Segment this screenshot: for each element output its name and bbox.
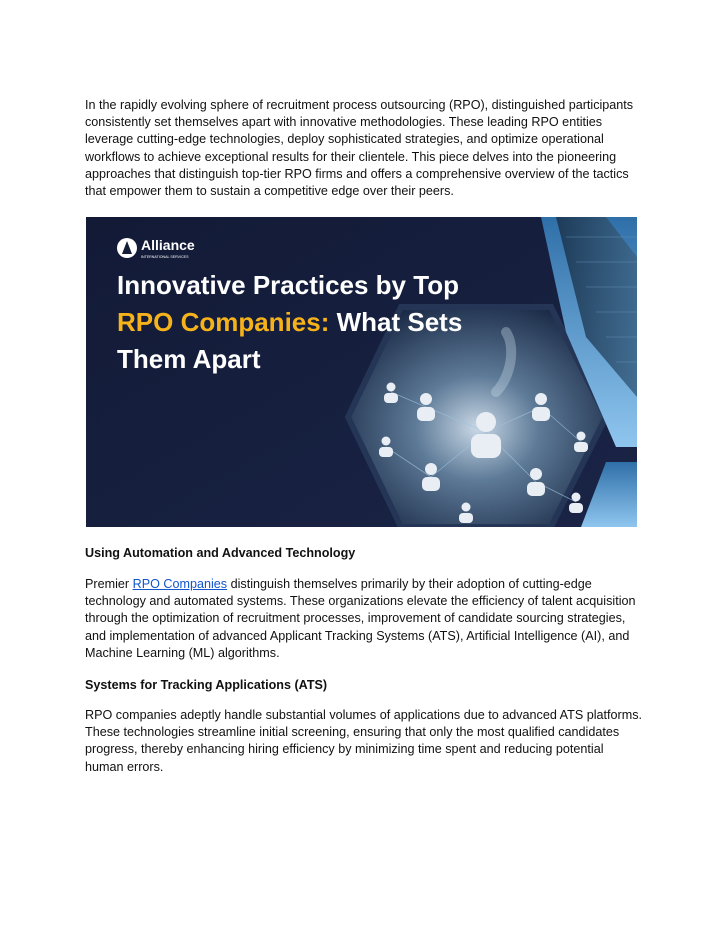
banner-title-line1: Innovative Practices by Top (117, 270, 459, 300)
automation-paragraph (85, 576, 645, 662)
section-heading-automation: Using Automation and Advanced Technology (85, 546, 356, 560)
banner-title-line2-rest: What Sets (329, 307, 463, 337)
network-hexagon (348, 307, 606, 527)
rpo-companies-link[interactable]: RPO Companies (132, 577, 228, 591)
banner-title-line2 (117, 307, 462, 337)
automation-text-rest: distinguish themselves primarily by their adoption of cutting-edge technology and automated systems. These organizations elevate the efficiency of talent acquisition through the optimization of recruitment processes, improvement of candidate sourcing strategies, and implementation of advanced Applicant Tracking Systems (ATS), Artificial Intelligence (AI), and Machine Learning (ML) algorithms. (85, 577, 636, 660)
ats-paragraph: RPO companies adeptly handle substantial volumes of applications due to advanced ATS platforms. These technologies streamline initial screening, ensuring that only the most qualified candidates progress, thereby enhancing hiring efficiency by minimizing time spent and reducing potential human errors. (85, 708, 643, 774)
banner-title-highlight: RPO Companies: (117, 307, 330, 337)
logo-name: Alliance (141, 237, 195, 253)
article-banner-image (86, 217, 637, 527)
alliance-logo (117, 237, 195, 259)
logo-subtitle: INTERNATIONAL SERVICES (141, 255, 189, 259)
section-heading-ats: Systems for Tracking Applications (ATS) (85, 678, 328, 692)
banner-graphic (86, 217, 637, 527)
automation-text-start: Premier (85, 577, 133, 591)
banner-title-line3: Them Apart (117, 344, 261, 374)
intro-paragraph: In the rapidly evolving sphere of recruitment process outsourcing (RPO), distinguished participants consistently set themselves apart with innovative methodologies. These leading RPO entities leverage cutting-edge technologies, deploy sophisticated strategies, and optimize operational workflows to achieve exceptional results for their clientele. This piece delves into the pioneering approaches that distinguish top-tier RPO firms and offers a comprehensive overview of the tactics that empower them to sustain a competitive edge over their peers. (85, 98, 634, 199)
